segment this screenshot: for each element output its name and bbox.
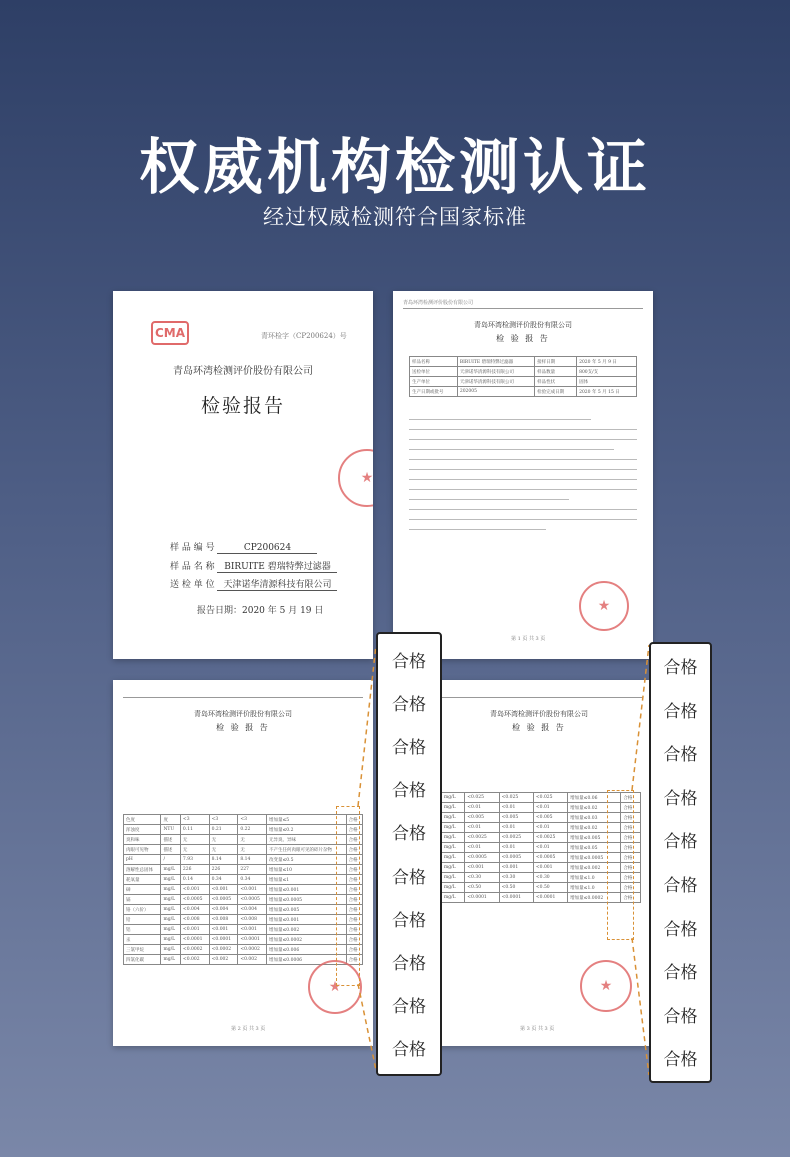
table-row: 镉 mg/L <0.0005 <0.0005 <0.0005 增加量≤0.0005 合格 <box>124 895 363 905</box>
report-company: 青岛环湾检测评价股份有限公司 <box>173 366 313 377</box>
pass-label: 合格 <box>663 701 698 722</box>
table-row: mg/L <0.01 <0.01 <0.01 增加量≤0.05 合格 <box>442 843 641 853</box>
table-row: mg/L <0.50 <0.50 <0.50 增加量≤1.0 合格 <box>442 883 641 893</box>
field-client: 送 检 单 位 天津诺华清源科技有限公司 <box>170 577 337 591</box>
report-title: 检 验 报 告 <box>496 334 550 343</box>
cma-logo: CMA <box>151 321 189 345</box>
pass-label: 合格 <box>663 788 698 809</box>
pass-label: 合格 <box>663 1050 698 1071</box>
report-company: 青岛环湾检测评价股份有限公司 <box>474 321 572 329</box>
table-row: mg/L <0.0005 <0.0005 <0.0005 增加量≤0.0005 合格 <box>442 853 641 863</box>
page-number: 第 1 页 共 3 页 <box>511 636 546 642</box>
pass-label: 合格 <box>663 876 698 896</box>
report-date: 报告日期：2020 年 5 月 19 日 <box>197 606 324 616</box>
report-ref-no: 青环检字（CP200624）号 <box>261 332 347 340</box>
report-title: 检 验 报 告 <box>216 723 270 732</box>
table-row: mg/L <0.01 <0.01 <0.01 增加量≤0.02 合格 <box>442 803 641 813</box>
doc-header-line: 青岛环湾检测评价股份有限公司 <box>403 300 474 306</box>
table-row: mg/L <0.025 <0.025 <0.025 增加量≤0.06 合格 <box>442 793 641 803</box>
pass-label: 合格 <box>392 652 426 672</box>
pass-label: 合格 <box>663 658 698 678</box>
table-row: 耗氧量 mg/L 0.14 0.34 0.34 增加量≤1 合格 <box>124 875 363 885</box>
report-title: 检 验 报 告 <box>512 723 566 732</box>
page-title: 权威机构检测认证 <box>139 133 651 203</box>
table-row: 砷 mg/L <0.001 <0.001 <0.001 增加量≤0.001 合格 <box>124 885 363 895</box>
pass-label: 合格 <box>392 996 426 1017</box>
table-row: mg/L <0.01 <0.01 <0.01 增加量≤0.02 合格 <box>442 823 641 833</box>
pass-label: 合格 <box>392 781 426 802</box>
official-stamp: ★ <box>580 960 632 1012</box>
sample-info-table: 样品名称 BIRUITE 碧瑞特弊过滤器 接样日期 2020 年 5 月 9 日 送检单位 天津诺华清源科技有限公司 样品数量 800支/支 生产单位 天津诺华清源科技有限公司 样品性状 固体 生产日期或批号 202005 检验完成日期 2020 年 5 月 15 日 <box>409 356 637 397</box>
table-row: mg/L <0.005 <0.005 <0.005 增加量≤0.03 合格 <box>442 813 641 823</box>
pass-label: 合格 <box>663 1006 698 1027</box>
pass-label: 合格 <box>663 919 698 940</box>
table-row: 四氯化碳 mg/L <0.002 <0.002 <0.002 增加量≤0.0006 合格 <box>124 955 363 965</box>
report-company: 青岛环湾检测评价股份有限公司 <box>194 710 292 718</box>
page-number: 第 2 页 共 3 页 <box>231 1026 266 1032</box>
page-subtitle: 经过权威检测符合国家标准 <box>263 205 527 229</box>
pass-label: 合格 <box>392 695 426 716</box>
pass-callout-right <box>649 642 712 1083</box>
pass-label: 合格 <box>663 745 698 766</box>
pass-label: 合格 <box>392 867 426 888</box>
table-row: 浑浊度 NTU 0.11 0.21 0.22 增加量≤0.2 合格 <box>124 825 363 835</box>
table-row: 三氯甲烷 mg/L <0.0002 <0.0002 <0.0002 增加量≤0.006 合格 <box>124 945 363 955</box>
table-row: 肉眼可见物 描述 无 无 无 不产生任何肉眼可见的碎片杂物 合格 <box>124 845 363 855</box>
table-row: mg/L <0.001 <0.001 <0.001 增加量≤0.002 合格 <box>442 863 641 873</box>
pass-label: 合格 <box>392 953 426 974</box>
table-row: 色度 度 <3 <3 <3 增加量≤5 合格 <box>124 815 363 825</box>
pass-label: 合格 <box>392 738 426 759</box>
page-number: 第 3 页 共 3 页 <box>520 1026 555 1032</box>
pass-callout-left <box>376 632 442 1076</box>
table-row: mg/L <0.0025 <0.0025 <0.0025 增加量≤0.005 合格 <box>442 833 641 843</box>
pass-label: 合格 <box>663 832 698 853</box>
table-row: mg/L <0.30 <0.30 <0.30 增加量≤1.0 合格 <box>442 873 641 883</box>
table-row: mg/L <0.0001 <0.0001 <0.0001 增加量≤0.0002 合格 <box>442 893 641 903</box>
official-stamp: ★ <box>338 449 373 507</box>
field-sample-name: 样 品 名 称 BIRUITE 碧瑞特弊过滤器 <box>170 559 337 573</box>
table-row: 铬（六价） mg/L <0.004 <0.004 <0.004 增加量≤0.005 合格 <box>124 905 363 915</box>
table-row: 溶解性总固体 mg/L 226 226 227 增加量≤10 合格 <box>124 865 363 875</box>
field-sample-no: 样 品 编 号 CP200624 <box>170 540 317 554</box>
table-row: 汞 mg/L <0.0001 <0.0001 <0.0001 增加量≤0.0002 合格 <box>124 935 363 945</box>
official-stamp: ★ <box>308 960 362 1014</box>
pass-label: 合格 <box>392 910 426 931</box>
pass-label: 合格 <box>392 824 426 845</box>
table-row: 臭和味 描述 无 无 无 无异臭、异味 合格 <box>124 835 363 845</box>
report-company: 青岛环湾检测评价股份有限公司 <box>490 710 588 718</box>
pass-label: 合格 <box>392 1039 426 1060</box>
table-row: 铅 mg/L <0.008 <0.008 <0.008 增加量≤0.001 合格 <box>124 915 363 925</box>
table-row: 铝 mg/L <0.001 <0.001 <0.001 增加量≤0.002 合格 <box>124 925 363 935</box>
pass-label: 合格 <box>663 963 698 984</box>
official-stamp: ★ <box>579 581 629 631</box>
table-row: pH / 7.93 8.14 8.14 改变量≤0.5 合格 <box>124 855 363 865</box>
report-title: 检验报告 <box>200 395 285 417</box>
